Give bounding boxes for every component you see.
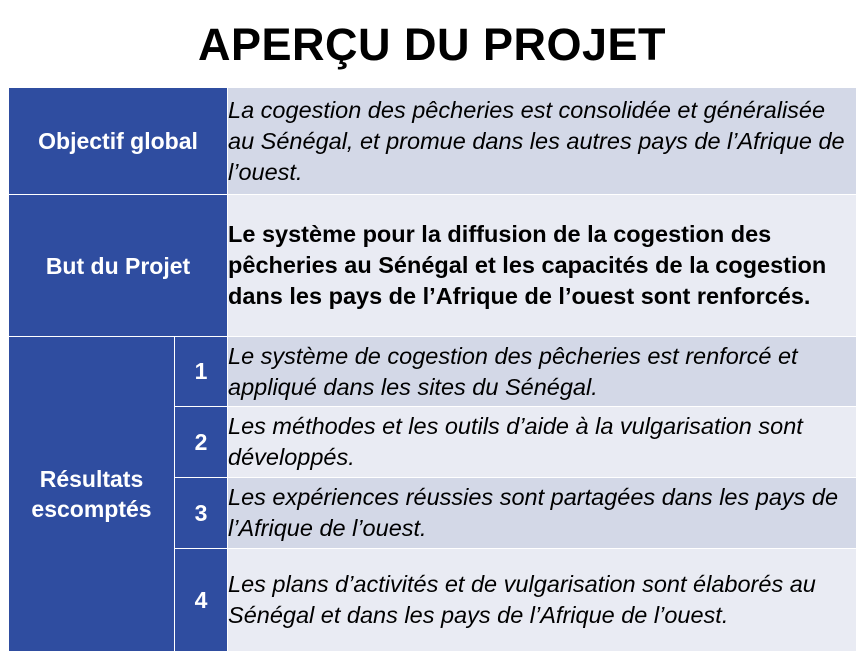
resultat-4-text: Les plans d’activités et de vulgarisation sont élaborés au Sénégal et dans les pays de l’Afrique de l’ouest.	[228, 549, 857, 652]
resultat-3-text: Les expériences réussies sont partagées dans les pays de l’Afrique de l’ouest.	[228, 478, 857, 549]
objectif-label: Objectif global	[9, 88, 228, 195]
but-label: But du Projet	[9, 195, 228, 337]
objectif-text: La cogestion des pêcheries est consolidée et généralisée au Sénégal, et promue dans les autres pays de l’Afrique de l’ouest.	[228, 88, 857, 195]
resultat-1-text: Le système de cogestion des pêcheries est renforcé et appliqué dans les sites du Sénégal.	[228, 337, 857, 407]
resultat-1-number: 1	[175, 337, 228, 407]
page-title: APERÇU DU PROJET	[197, 19, 667, 70]
resultat-3-number: 3	[175, 478, 228, 549]
table-row-resultat-1	[9, 337, 857, 407]
project-overview-table	[8, 87, 857, 652]
resultats-label: Résultats escomptés	[9, 337, 175, 652]
table-row-objectif	[9, 88, 857, 195]
resultat-4-number: 4	[175, 549, 228, 652]
resultat-2-text: Les méthodes et les outils d’aide à la vulgarisation sont développés.	[228, 407, 857, 478]
table-row-but	[9, 195, 857, 337]
resultat-2-number: 2	[175, 407, 228, 478]
but-text: Le système pour la diffusion de la cogestion des pêcheries au Sénégal et les capacités de la cogestion dans les pays de l’Afrique de l’ouest sont renforcés.	[228, 195, 857, 337]
